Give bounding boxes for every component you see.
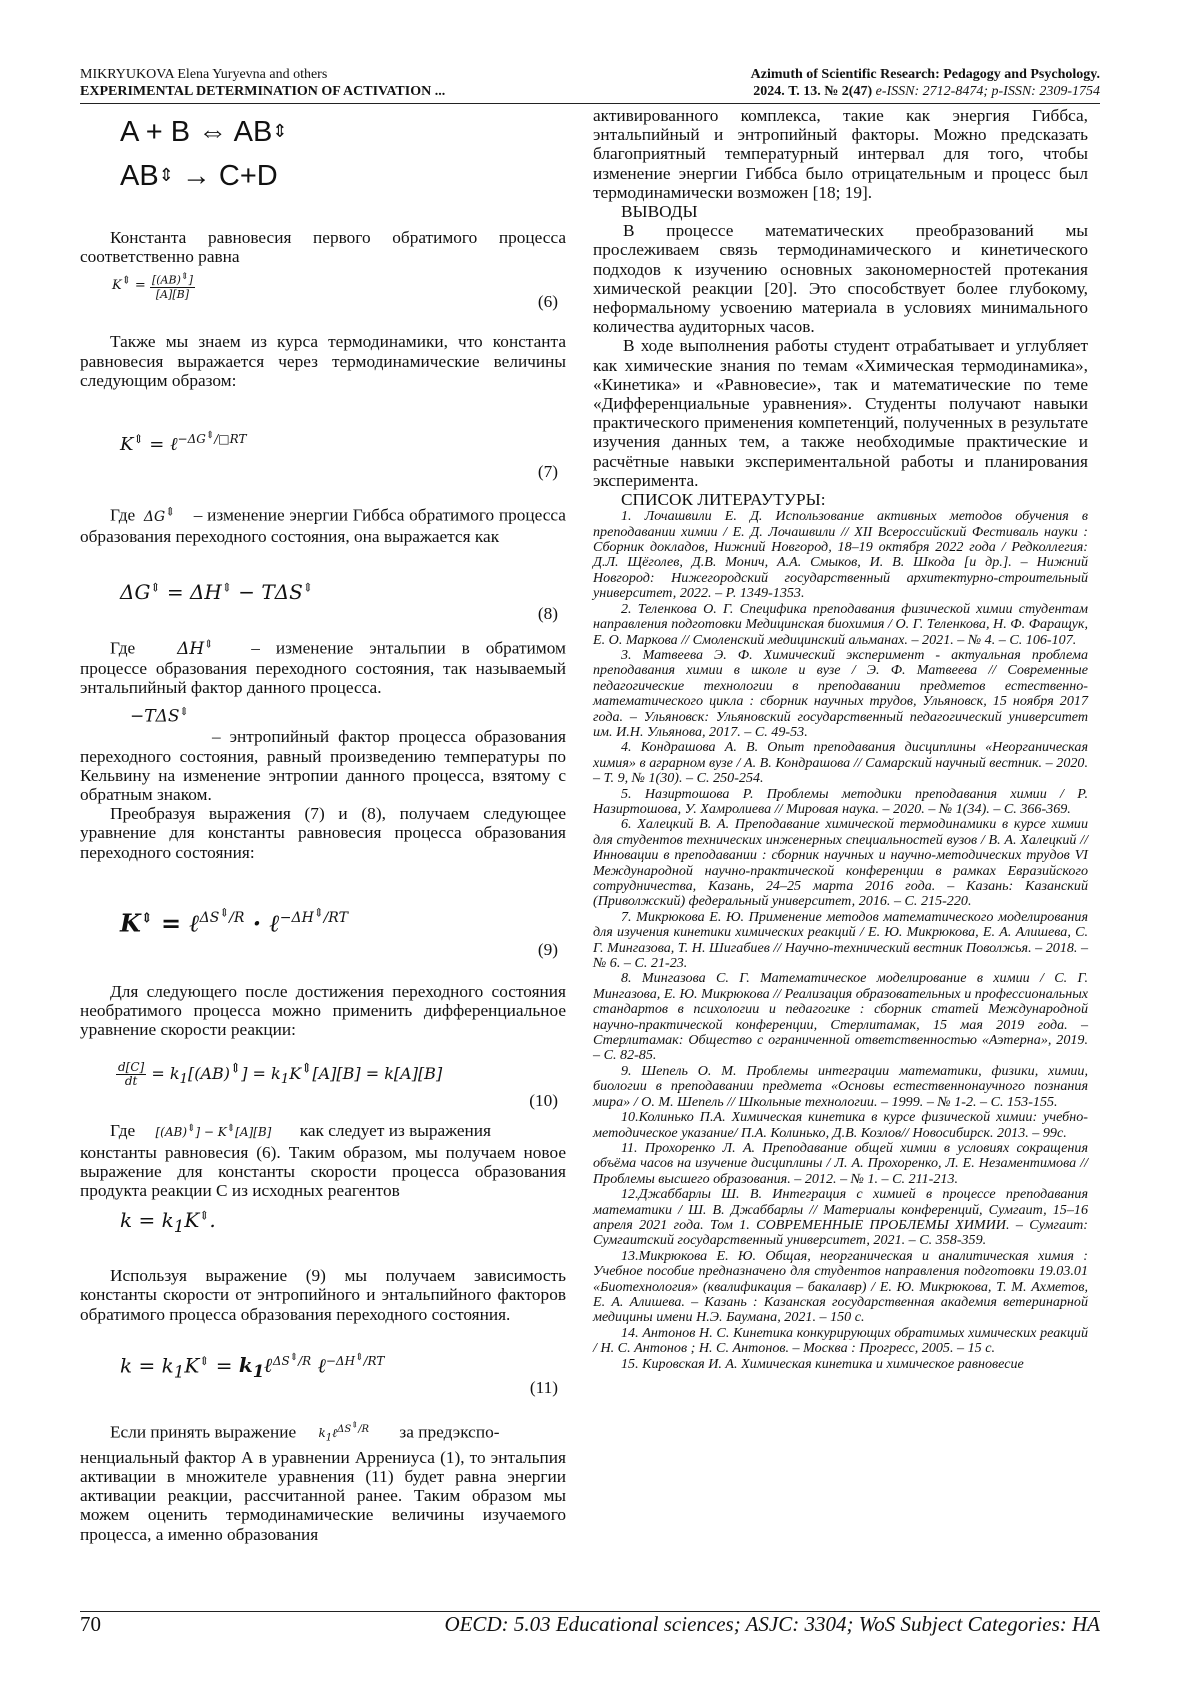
running-header-left: [80, 66, 445, 100]
section-heading-references: СПИСОК ЛИТЕРАУТУРЫ:: [621, 490, 826, 510]
paragraph: ненциальный фактор А в уравнении Аррениуса (1), то энтальпия активации в множителе уравнения (11) будет равна энергии активации реакции, рассчитанной ранее. Таким образом мы можем оценить термодинамические величины изучаемого процесса, а именно образования: [80, 1447, 566, 1544]
reference-item: 11. Прохоренко Л. А. Преподавание общей химии в условиях сокращения объёма часов на изучение дисциплины / Л. А. Прохоренко, Л. Е. Незаментимова // Проблемы высшего образования. – 2012. – № 1. – С. 211-213.: [593, 1139, 1088, 1187]
reference-item: 4. Кондрашова А. В. Опыт преподавания дисциплины «Неорганическая химия» в аграрном вузе / А. В. Кондрашова // Самарский научный вестник. – 2020. – Т. 9, № 1(30). – С. 250-254.: [593, 739, 1088, 787]
equation-number: (11): [529, 1377, 558, 1397]
equation-k: [80, 1200, 566, 1244]
header-journal-title: Azimuth of Scientific Research: Pedagogy and Psychology.: [750, 67, 1100, 82]
reference-item: 8. Мингазова С. Г. Математическое моделирование в химии / С. Г. Мингазова, Е. Ю. Микрюкова // Реализация образовательных и профессиональных стандартов в психологии и педагогике : сборник статей Международной научно-практической конференции, Стерлитамак, 15 мая 2019 года. – Стерлитамак: Общество с ограниченной ответственностью «Аэтерна», 2019. – С. 82-85.: [593, 970, 1088, 1064]
reference-item: 10.Колинько П.А. Химическая кинетика в курсе физической химии: учебно-методическое указание/ П.А. Колинько, Д.В. Козлов// Новосибирск. 2013. – 99с.: [593, 1109, 1088, 1141]
paragraph: Также мы знаем из курса термодинамики, что константа равновесия выражается через термодинамические величины следующим образом:: [80, 332, 566, 390]
equation-7: [80, 390, 566, 488]
reference-item: 15. Кировская И. А. Химическая кинетика и химическое равновесие: [621, 1355, 1024, 1372]
header-article-title: EXPERIMENTAL DETERMINATION OF ACTIVATION ...: [80, 84, 446, 99]
paragraph: – энтропийный фактор процесса образования переходного состояния, равный произведению температуры по Кельвину на изменение энтропии данного процесса, взятому с обратным знаком.: [80, 727, 566, 804]
paragraph: Где ΔG⇕ – изменение энергии Гиббса обратимого процесса образования переходного состояния, она выражается как: [80, 504, 566, 546]
equation-8-formula: ΔG⇕ = ΔH⇕ − TΔS⇕: [120, 580, 313, 605]
double-dagger-symbol: ⇕: [272, 121, 288, 142]
footer-classification: OECD: 5.03 Educational sciences; ASJC: 3304; WoS Subject Categories: HA: [444, 1612, 1100, 1636]
reference-item: 13.Микрюкова Е. Ю. Общая, неорганическая и аналитическая химия : Учебное пособие предназначено для студентов направления подготовки 19.03.01 «Биотехнология» (квалификация – бакалавр) / Е. Ю. Микрюкова, Т. М. Ахметов, Е. А. Алишева. – Казань : Казанская государственная академия ветеринарной медицины имени Н.Э. Баумана, 2021. – 150 с.: [593, 1247, 1088, 1326]
equation-11: [80, 1324, 566, 1406]
equation-6-formula: K⇕ = $\frac{[(AB)^⇕]}{[A][B]}$: [112, 271, 193, 302]
equation-10-formula: $\frac{d[C]}{dt} = k_1[(AB)^⇕] = k_1K^⇕[A][B] = k[A][B]$: [118, 1060, 443, 1089]
paragraph: константы равновесия (6). Таким образом, мы получаем новое выражение для константы скорости процесса образования продукта реакции С из исходных реагентов: [80, 1142, 566, 1200]
scheme-line-2: AB⇕ → C+D: [120, 160, 278, 192]
reaction-scheme: [80, 110, 566, 198]
paragraph: активированного комплекса, такие как энергия Гиббса, энтальпийный и энтропийный факторы. Можно предсказать благоприятный температурный интервал для того, чтобы изменение энергии Гиббса было отрицательным и процесс был термодинамически возможен [18; 19].: [593, 106, 1088, 202]
paragraph: Преобразуя выражения (7) и (8), получаем следующее уравнение для константы равновесия процесса образования переходного состояния:: [80, 804, 566, 862]
equation-k-formula: $k = k_1K^⇕$.: [120, 1208, 216, 1237]
equation-number: (8): [537, 604, 558, 624]
delta-h-symbol: ΔH⇕: [177, 637, 214, 659]
running-header-right: [751, 66, 1100, 100]
entropy-factor-symbol: −TΔS⇕: [130, 705, 189, 727]
paragraph: Где [(AB)⇕] − K⇕[A][B] как следует из выражения: [110, 1121, 491, 1141]
equation-8: [80, 546, 566, 622]
inline-expression: $k_1\ell^{\Delta S^⇕/R}$: [318, 1419, 370, 1444]
right-column: [593, 106, 1088, 1372]
double-dagger-symbol: ⇕: [158, 165, 174, 186]
equation-number: (7): [537, 462, 558, 482]
paragraph: В ходе выполнения работы студент отрабатывает и углубляет как химические знания по темам «Химическая термодинамика», «Кинетика» и «Равновесие», так и математические по теме «Дифференциальные уравнения». Студенты получают навыки практического применения компетенций, полученных в результате изучения данных тем, а также необходимые практические и расчётные навыки экспериментальной работы и планирования эксперимента.: [593, 336, 1088, 490]
equation-6: [80, 266, 566, 318]
equation-9: [80, 862, 566, 972]
header-divider: [80, 103, 1100, 104]
delta-g-symbol: ΔG⇕: [143, 504, 175, 525]
inline-expression: [(AB)⇕] − K⇕[A][B]: [155, 1123, 272, 1140]
page-number: 70: [80, 1612, 101, 1636]
left-column: [80, 106, 566, 1544]
header-issue: [751, 83, 1100, 100]
equation-9-formula: K⇕ = ℓ$^{\Delta S^⇕/R}$ · ℓ$^{-\Delta H^⇕/RT}$: [120, 905, 348, 938]
paragraph: Где ΔH⇕ – изменение энтальпии в обратимом процессе образования переходного состояния, так называемый энтальпийный фактор данного процесса.: [80, 637, 566, 698]
section-heading-conclusions: ВЫВОДЫ: [621, 202, 698, 222]
reference-item: 2. Теленкова О. Г. Специфика преподавания физической химии студентам направления подготовки Медицинская биохимия / О. Г. Теленкова, Н. Ф. Фаращук, Е. О. Маркова // Смоленский медицинский альманах. – 2021. – № 4. – С. 106-107.: [593, 600, 1088, 648]
reference-item: 12.Джаббарлы Ш. В. Интеграция с химией в процессе преподавания математики / Ш. В. Джаббарлы // Материалы конференций, Сумгаит, 15–16 апреля 2021 года. Том 1. СОВРЕМЕННЫЕ ПРОБЛЕМЫ ХИМИИ. – Сумгаит: Сумгаитский государственный университет, 2021. – С. 358-359.: [593, 1186, 1088, 1249]
reference-item: 7. Микрюкова Е. Ю. Применение методов математического моделирования для изучения кинетики химических реакций / Е. Ю. Микрюкова, Е. А. Алишева, С. Г. Мингазова, Т. Н. Шигабиев // Научно-технический вестник Поволжья. – 2018. – № 6. – С. 21-23.: [593, 908, 1089, 972]
paragraph: В процессе математических преобразований мы прослеживаем связь термодинамического и кинетического подходов к изучению основных закономерностей протекания химической реакции [20]. Это способствует более глубокому, неформальному усвоению материала в условиях минимального количества аудиторных часов.: [593, 221, 1088, 337]
scheme-line-1: A + B ⇔ AB⇕: [120, 116, 288, 148]
reference-item: 14. Антонов Н. С. Кинетика конкурирующих обратимых химических реакций / Н. С. Антонов ; Н. С. Антонов. – Москва : Прогресс, 2005. – 15 с.: [593, 1324, 1088, 1357]
reference-item: 3. Матвеева Э. Ф. Химический эксперимент - актуальная проблема преподавания химии в школе и вузе / Э. Ф. Матвеева // Современные педагогические технологии в преподавании предметов естественно-математического цикла : сборник научных трудов, Ульяновск, 15 ноября 2017 года. – Ульяновск: Ульяновский государственный педагогический университет им. И.Н. Ульянова, 2017. – С. 49-53.: [593, 646, 1088, 740]
reference-list: [593, 509, 1088, 1372]
equation-11-formula: $k = k_1K^⇕$ = $k_1\ell^{\Delta S^⇕/R}$ ℓ$^{-\Delta H^⇕/RT}$: [120, 1351, 385, 1382]
reference-item: 1. Лочашвили Е. Д. Использование активных методов обучения в преподавании химии / Е. Д. Лочашвили // XII Всероссийский Фестиваль науки : Сборник докладов, Нижний Новгород, 18–19 октября 2022 года / Редколлегия: Д.Л. Щёголев, Д.В. Монич, А.А. Смыков, И. В. Шкода [и др.]. – Нижний Новгород: Нижегородский государственный архитектурно-строительный университет, 2022. – Р. 1349-1353.: [593, 508, 1088, 602]
header-authors: MIKRYUKOVA Elena Yuryevna and others: [80, 67, 328, 82]
equation-10: [80, 1039, 566, 1119]
paragraph: Если принять выражение $k_1\ell^{\Delta S^⇕/R}$ за предэкспо-: [110, 1419, 500, 1444]
paragraph: Константа равновесия первого обратимого процесса соответственно равна: [80, 228, 566, 267]
equation-number: (6): [537, 292, 558, 312]
equation-number: (10): [529, 1091, 558, 1111]
equation-number: (9): [537, 939, 558, 959]
paragraph: Для следующего после достижения переходного состояния необратимого процесса можно применить дифференциальное уравнение скорости реакции:: [80, 981, 566, 1040]
paragraph: Используя выражение (9) мы получаем зависимость константы скорости от энтропийного и энтальпийного факторов обратимого процесса образования переходного состояния.: [80, 1266, 566, 1324]
reference-item: 5. Назиртошова Р. Проблемы методики преподавания химии / Р. Назиртошова, У. Хамролиева // Мировая наука. – 2020. – № 1(34). – С. 366-369.: [593, 785, 1088, 817]
header-volume: 2024. Т. 13. № 2(47): [753, 84, 873, 99]
reference-item: 6. Халецкий В. А. Преподавание химической термодинамики в курсе химии для студентов технических инженерных специальностей вузов / В. А. Халецкий // Инновации в преподавании : сборник научных и научно-методических трудов VI Международной научно-практической конференции в рамках Евразийского сотрудничества, Казань, 24–25 марта 2016 года. – Казань: Казанский (Приволжский) федеральный университет, 2016. – С. 215-220.: [593, 816, 1088, 910]
equation-7-formula: K⇕ = ℓ$^{-\Delta G^⇕/□RT}$: [120, 430, 247, 456]
header-issn: e-ISSN: 2712-8474; p-ISSN: 2309-1754: [872, 84, 1100, 99]
reference-item: 9. Шепель О. М. Проблемы интеграции математики, физики, химии, биологии в преподавании предмета «Основы естественнонаучного познания мира» / О. М. Шепель // Школьные технологии. – 1999. – № 1-2. – С. 153-155.: [593, 1062, 1088, 1110]
